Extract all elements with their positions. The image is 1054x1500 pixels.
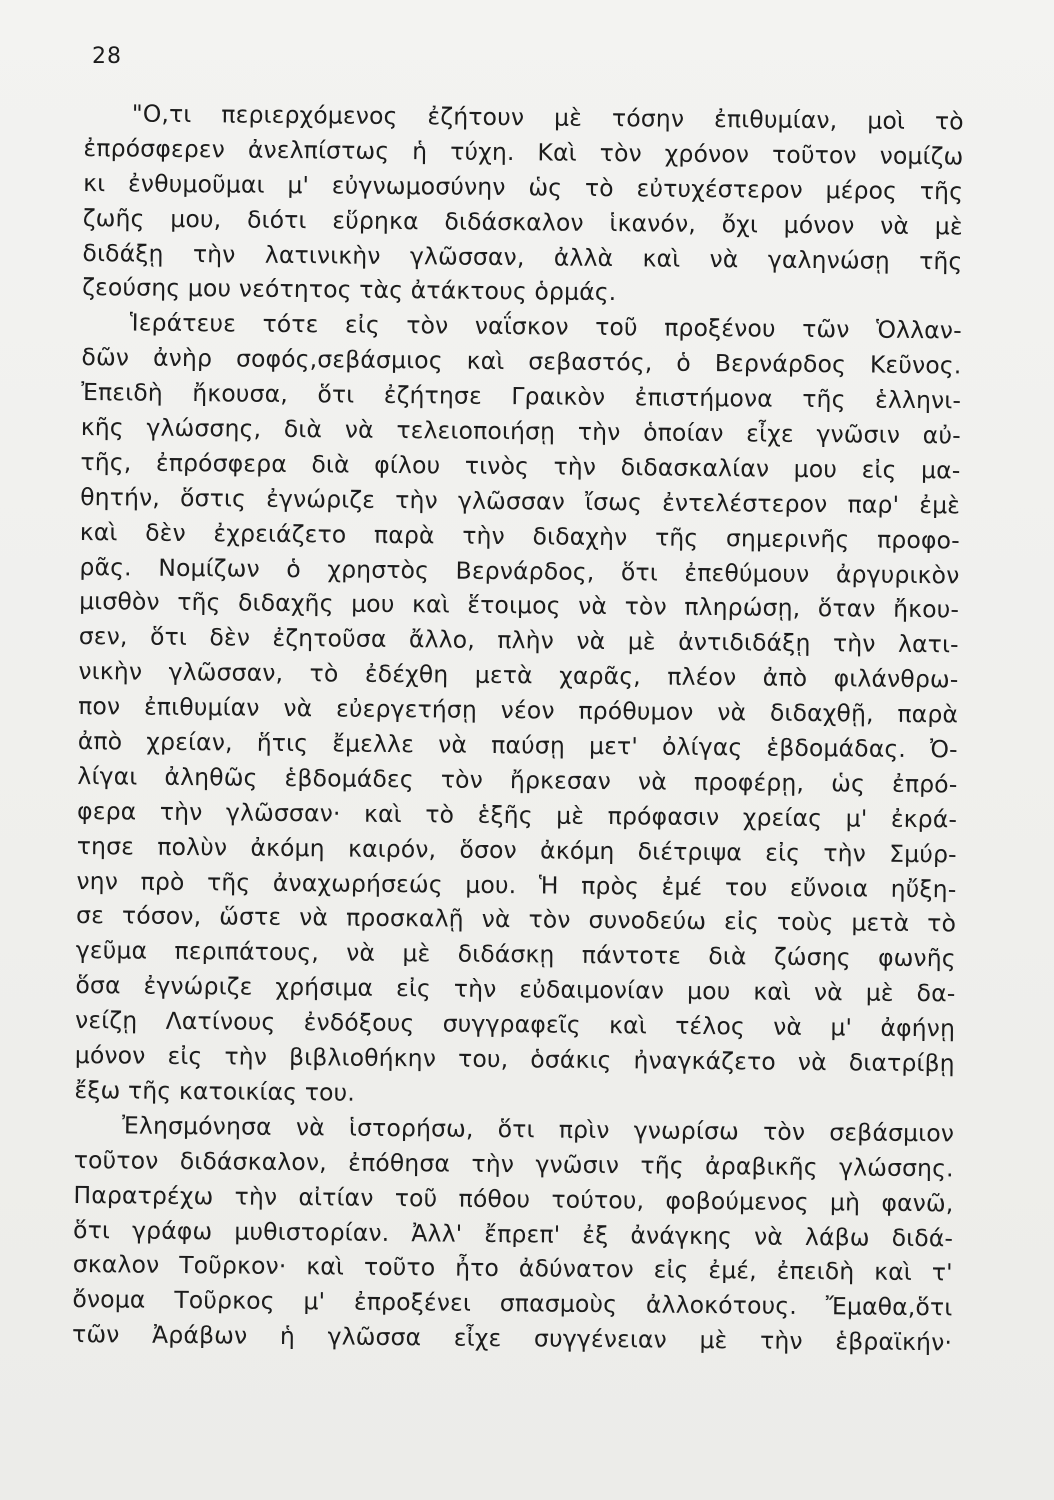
text-line: νείζῃ Λατίνους ἐνδόξους συγγραφεῖς καὶ τέλος νὰ μ' ἀφήνῃ <box>74 1006 956 1043</box>
text-line: ζεούσης μου νεότητος τὰς ἀτάκτους ὁρμάς. <box>82 273 617 307</box>
text-line: ἐπρόσφερεν ἀνελπίστως ἡ τύχη. Καὶ τὸν χρόνον τοῦτον νομίζω <box>83 133 964 171</box>
text-line: Ἐπειδὴ ἤκουσα, ὅτι ἐζήτησε Γραικὸν ἐπιστήμονα τῆς ἑλληνι- <box>81 378 962 415</box>
text-line: ἔξω τῆς κατοικίας του. <box>74 1075 356 1107</box>
text-line: νην πρὸ τῆς ἀναχωρήσεώς μου. Ἡ πρὸς ἐμέ του εὔνοια ηὔξη- <box>76 866 957 904</box>
text-line: ἀπὸ χρείαν, ἥτις ἔμελλε νὰ παύσῃ μετ' ὀλίγας ἑβδομάδας. Ὀ- <box>77 727 958 764</box>
text-line: φερα τὴν γλῶσσαν· καὶ τὸ ἑξῆς μὲ πρόφασιν χρείας μ' ἐκρά- <box>77 796 958 834</box>
text-line: σε τόσον, ὥστε νὰ προσκαλῇ νὰ τὸν συνοδεύω εἰς τοὺς μετὰ τὸ <box>75 901 957 938</box>
text-line: γεῦμα περιπάτους, νὰ μὲ διδάσκῃ πάντοτε διὰ ζώσης φωνῆς <box>75 936 956 973</box>
text-line: ὄνομα Τοῦρκος μ' ἐπροξένει σπασμοὺς ἀλλοκότους. Ἔμαθα,ὅτι <box>72 1285 953 1322</box>
text-line: καὶ δὲν ἐχρειάζετο παρὰ τὴν διδαχὴν τῆς σημερινῆς προφο- <box>79 517 960 555</box>
text-line: σεν, ὅτι δὲν ἐζητοῦσα ἄλλο, πλὴν νὰ μὲ ἀντιδιδάξῃ τὴν λατι- <box>78 622 959 659</box>
text-line: ζωῆς μου, διότι εὕρηκα διδάσκαλον ἱκανόν, ὄχι μόνον νὰ μὲ <box>82 203 963 241</box>
body-text <box>72 96 964 1360</box>
text-line: τοῦτον διδάσκαλον, ἐπόθησα τὴν γνῶσιν τῆς ἀραβικῆς γλώσσης. <box>73 1145 954 1183</box>
text-line: ὅσα ἐγνώριζε χρήσιμα εἰς τὴν εὐδαιμονίαν μου καὶ νὰ μὲ δα- <box>75 971 956 1008</box>
text-line: "Ο,τι περιερχόμενος ἐζήτουν μὲ τόσην ἐπιθυμίαν, μοὶ τὸ <box>131 99 964 136</box>
text-line: λίγαι ἀληθῶς ἑβδομάδες τὸν ἤρκεσαν νὰ προφέρῃ, ὡς ἐπρό- <box>77 761 958 799</box>
text-line: τῶν Ἀράβων ἡ γλῶσσα εἶχε συγγένειαν μὲ τὴν ἑβραϊκήν· <box>71 1320 953 1357</box>
text-line: τησε πολὺν ἀκόμη καιρόν, ὅσον ἀκόμη διέτριψα εἰς τὴν Σμύρ- <box>76 831 957 869</box>
text-line: διδάξῃ τὴν λατινικὴν γλῶσσαν, ἀλλὰ καὶ νὰ γαληνώσῃ τῆς <box>82 238 963 276</box>
text-line: μόνον εἰς τὴν βιβλιοθήκην του, ὁσάκις ἠναγκάζετο νὰ διατρίβῃ <box>74 1041 955 1078</box>
text-line: τῆς, ἐπρόσφερα διὰ φίλου τινὸς τὴν διδασκαλίαν μου εἰς μα- <box>80 447 961 485</box>
text-line: Παρατρέχω τὴν αἰτίαν τοῦ πόθου τούτου, φοβούμενος μὴ φανῶ, <box>73 1180 954 1218</box>
page-number: 28 <box>92 44 122 69</box>
text-line: πον ἐπιθυμίαν νὰ εὐεργετήσῃ νέον πρόθυμον νὰ διδαχθῇ, παρὰ <box>78 692 959 729</box>
text-line: ὅτι γράφω μυθιστορίαν. Ἀλλ' ἔπρεπ' ἐξ ἀνάγκης νὰ λάβω διδά- <box>72 1215 954 1252</box>
text-line: μισθὸν τῆς διδαχῆς μου καὶ ἕτοιμος νὰ τὸν πληρώσῃ, ὅταν ἤκου- <box>79 587 960 624</box>
text-line: νικὴν γλῶσσαν, τὸ ἐδέχθη μετὰ χαρᾶς, πλέον ἀπὸ φιλάνθρω- <box>78 657 959 694</box>
text-line: Ἱεράτευε τότε εἰς τὸν ναΐσκον τοῦ προξένου τῶν Ὁλλαν- <box>129 308 962 345</box>
text-line: Ἐλησμόνησα νὰ ἱστορήσω, ὅτι πρὶν γνωρίσω τὸν σεβάσμιον <box>121 1111 955 1148</box>
text-line: σκαλον Τοῦρκον· καὶ τοῦτο ἦτο ἀδύνατον εἰς ἐμέ, ἐπειδὴ καὶ τ' <box>72 1250 953 1287</box>
text-line: κι ἐνθυμοῦμαι μ' εὐγνωμοσύνην ὡς τὸ εὐτυχέστερον μέρος τῆς <box>83 168 964 206</box>
text-line: δῶν ἀνὴρ σοφός,σεβάσμιος καὶ σεβαστός, ὁ Βερνάρδος Κεῦνος. <box>81 343 962 380</box>
text-line: ρᾶς. Νομίζων ὁ χρηστὸς Βερνάρδος, ὅτι ἐπεθύμουν ἀργυρικὸν <box>79 552 960 590</box>
text-line: θητήν, ὅστις ἐγνώριζε τὴν γλῶσσαν ἴσως ἐντελέστερον παρ' ἐμὲ <box>80 482 961 520</box>
text-line: κῆς γλώσσης, διὰ νὰ τελειοποιήσῃ τὴν ὁποίαν εἶχε γνῶσιν αὐ- <box>80 413 961 450</box>
